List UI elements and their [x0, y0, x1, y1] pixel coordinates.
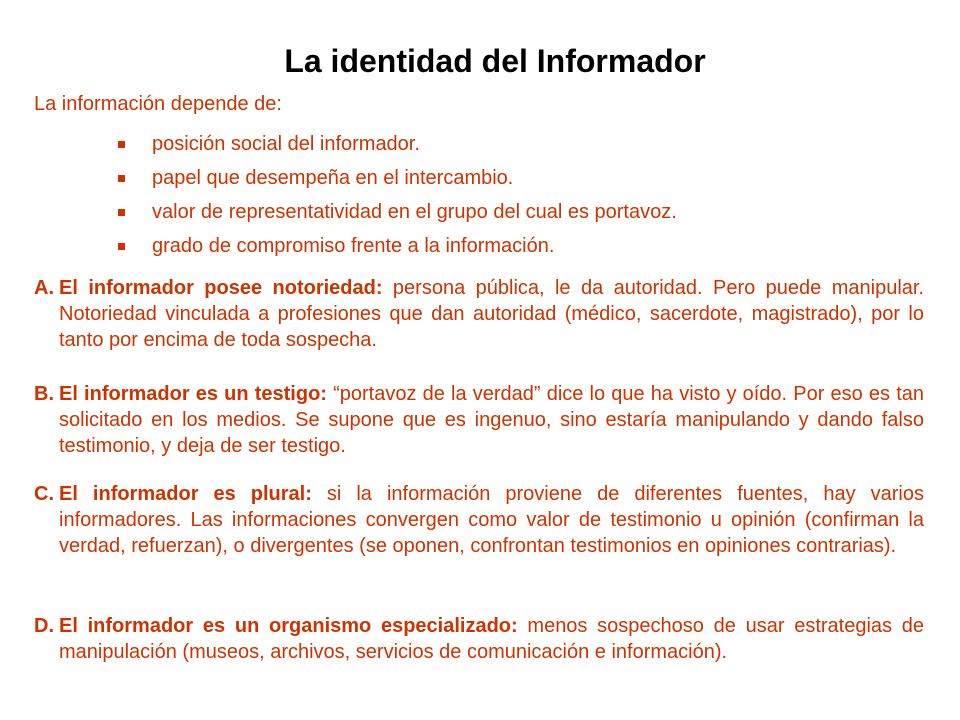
item-body: [59, 381, 924, 459]
item-body: [59, 481, 924, 559]
item-text: si la información proviene de diferentes fuentes, hay varios informadores. Las informaciones convergen como valor de testimonio u opinión (confirman la verdad, refuerzan), o divergentes (se oponen, confrontan testimonios en opiniones contrarias).: [59, 483, 924, 557]
item-lead: El informador es plural:: [59, 483, 312, 505]
section-item-a: [34, 275, 924, 353]
item-letter: C.: [34, 483, 54, 505]
bullet-text: grado de compromiso frente a la información.: [152, 235, 555, 257]
page-title: La identidad del Informador: [284, 43, 706, 79]
section-item-d: [34, 613, 924, 665]
intro-text: La información depende de:: [34, 93, 282, 115]
bullet-text: papel que desempeña en el intercambio.: [152, 167, 514, 189]
square-bullet-icon: [118, 175, 125, 182]
item-text: persona pública, le da autoridad. Pero puede manipular. Notoriedad vinculada a profesiones que dan autoridad (médico, sacerdote, magistrado), por lo tanto por encima de toda sospecha.: [59, 277, 924, 351]
section-item-c: [34, 481, 924, 559]
item-letter: B.: [34, 383, 54, 405]
item-text: “portavoz de la verdad” dice lo que ha visto y oído. Por eso es tan solicitado en los medios. Se supone que es ingenuo, sino estaría manipulando y dando falso testimonio, y deja de ser testigo.: [59, 383, 925, 457]
item-lead: El informador posee notoriedad:: [59, 277, 383, 299]
square-bullet-icon: [118, 141, 125, 148]
square-bullet-icon: [118, 209, 125, 216]
item-letter: D.: [34, 615, 54, 637]
section-item-b: [34, 381, 924, 459]
item-body: [59, 275, 924, 353]
item-lead: El informador es un testigo:: [59, 383, 327, 405]
item-body: [59, 613, 924, 665]
bullet-text: valor de representatividad en el grupo del cual es portavoz.: [152, 201, 677, 223]
bullet-text: posición social del informador.: [152, 133, 420, 155]
square-bullet-icon: [118, 243, 125, 250]
item-text: menos sospechoso de usar estrategias de manipulación (museos, archivos, servicios de comunicación e información).: [59, 615, 924, 663]
item-letter: A.: [34, 277, 54, 299]
item-lead: El informador es un organismo especializado:: [59, 615, 518, 637]
